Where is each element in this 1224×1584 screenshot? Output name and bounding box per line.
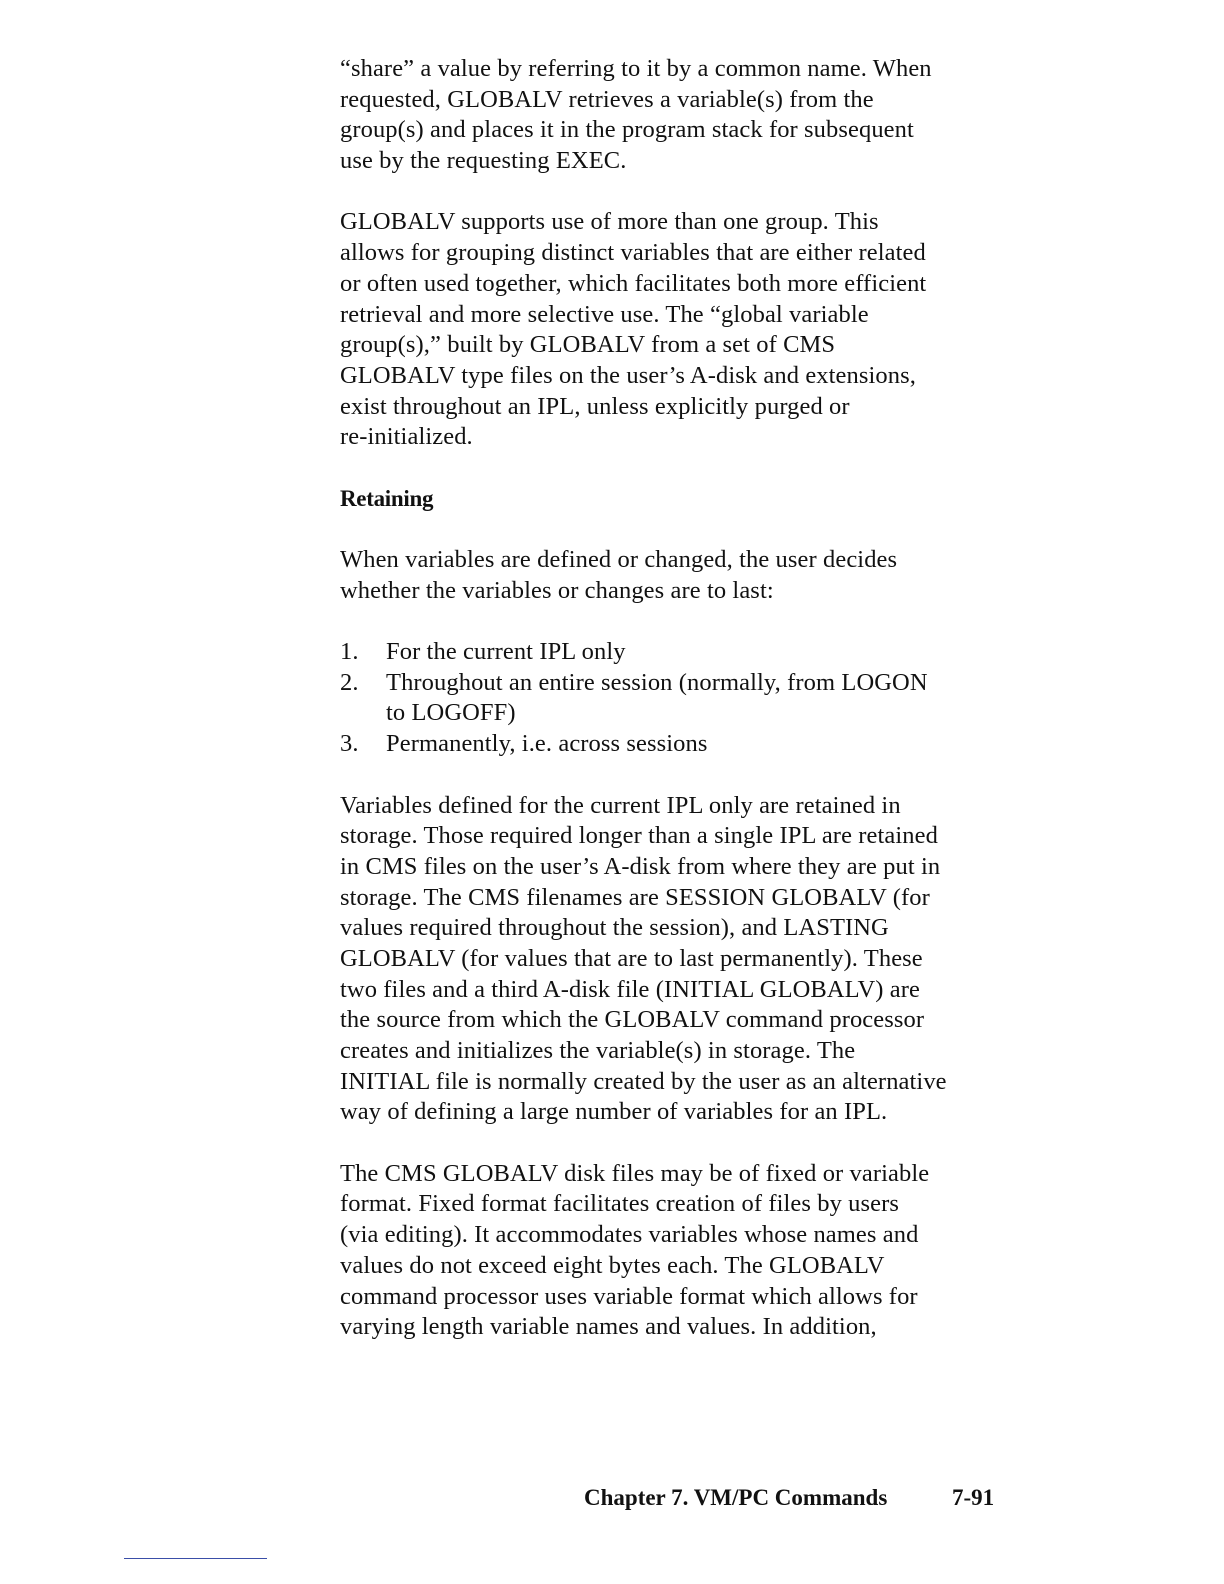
text-line: group(s),” built by GLOBALV from a set of CMS xyxy=(340,331,836,359)
section-heading-retaining: Retaining xyxy=(340,485,434,511)
text-line: way of defining a large number of variables for an IPL. xyxy=(340,1098,888,1126)
text-line: When variables are defined or changed, the user decides xyxy=(340,546,898,573)
text-line: whether the variables or changes are to last: xyxy=(340,576,774,604)
list-number: 3. xyxy=(340,730,359,758)
text-line: the source from which the GLOBALV command processor xyxy=(340,1006,925,1034)
paragraph-1 xyxy=(340,54,1040,177)
text-line: values do not exceed eight bytes each. The GLOBALV xyxy=(340,1251,885,1279)
text-line: storage. Those required longer than a single IPL are retained xyxy=(340,822,938,850)
paragraph-4 xyxy=(340,791,1040,1129)
text-line: Variables defined for the current IPL only are retained in xyxy=(340,791,901,819)
text-line: creates and initializes the variable(s) in storage. The xyxy=(340,1037,856,1064)
list-item xyxy=(340,637,1040,668)
list-item-text: For the current IPL only xyxy=(386,638,626,666)
text-line: values required throughout the session), and LASTING xyxy=(340,914,889,942)
list-item xyxy=(340,729,1040,760)
paragraph-3 xyxy=(340,545,1040,606)
list-number: 1. xyxy=(340,638,359,666)
page-body xyxy=(340,54,1040,1374)
text-line: use by the requesting EXEC. xyxy=(340,147,627,175)
bottom-divider xyxy=(124,1558,267,1559)
text-line: group(s) and places it in the program stack for subsequent xyxy=(340,116,914,144)
list-item-text: to LOGOFF) xyxy=(386,699,516,727)
text-line: format. Fixed format facilitates creation of files by users xyxy=(340,1190,900,1218)
numbered-list xyxy=(340,637,1040,760)
text-line: allows for grouping distinct variables that are either related xyxy=(340,239,926,267)
text-line: or often used together, which facilitates both more efficient xyxy=(340,269,927,297)
text-line: GLOBALV type files on the user’s A-disk and extensions, xyxy=(340,361,916,389)
list-item xyxy=(340,668,1040,729)
list-item-text: Permanently, i.e. across sessions xyxy=(386,730,708,758)
text-line: re-initialized. xyxy=(340,423,473,451)
text-line: two files and a third A-disk file (INITIAL GLOBALV) are xyxy=(340,975,920,1003)
text-line: INITIAL file is normally created by the user as an alternative xyxy=(340,1067,947,1095)
text-line: (via editing). It accommodates variables whose names and xyxy=(340,1221,919,1249)
text-line: GLOBALV supports use of more than one group. This xyxy=(340,208,879,236)
text-line: retrieval and more selective use. The “global variable xyxy=(340,300,869,328)
text-line: storage. The CMS filenames are SESSION GLOBALV (for xyxy=(340,883,930,911)
paragraph-5 xyxy=(340,1159,1040,1343)
text-line: The CMS GLOBALV disk files may be of fixed or variable xyxy=(340,1159,930,1187)
text-line: GLOBALV (for values that are to last permanently). These xyxy=(340,944,923,972)
text-line: in CMS files on the user’s A-disk from where they are put in xyxy=(340,852,941,880)
list-item-text: Throughout an entire session (normally, from LOGON xyxy=(386,668,928,696)
list-number: 2. xyxy=(340,668,359,696)
page-number: 7-91 xyxy=(952,1485,995,1510)
paragraph-2 xyxy=(340,207,1040,453)
chapter-title: Chapter 7. VM/PC Commands xyxy=(584,1485,888,1510)
text-line: command processor uses variable format which allows for xyxy=(340,1282,918,1310)
text-line: “share” a value by referring to it by a common name. When xyxy=(340,55,932,82)
text-line: exist throughout an IPL, unless explicitly purged or xyxy=(340,392,850,420)
text-line: requested, GLOBALV retrieves a variable(s) from the xyxy=(340,85,874,113)
text-line: varying length variable names and values. In addition, xyxy=(340,1313,877,1341)
